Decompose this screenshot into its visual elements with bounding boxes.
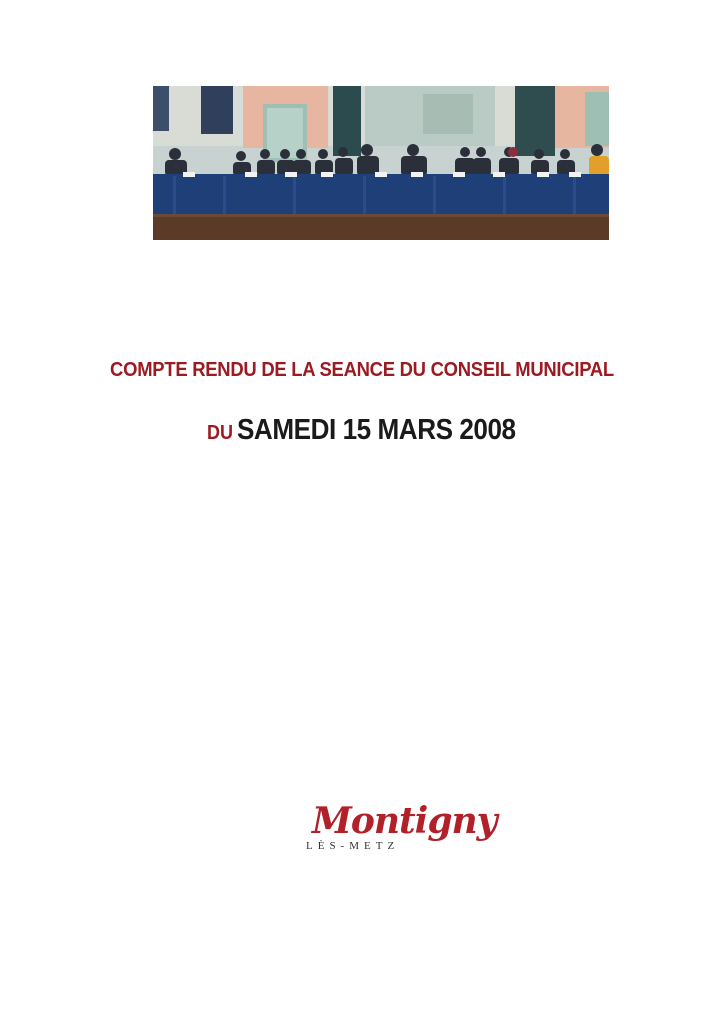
- session-date-line: [36, 414, 688, 447]
- session-date: SAMEDI 15 MARS 2008: [236, 414, 516, 446]
- document-title: COMPTE RENDU DE LA SEANCE DU CONSEIL MUNICIPAL: [110, 358, 614, 381]
- montigny-les-metz-logo: [306, 800, 497, 864]
- date-prefix: DU: [206, 422, 233, 444]
- council-meeting-photo: [153, 86, 609, 240]
- logo-sub-text: LÈS-METZ: [306, 840, 400, 852]
- logo-main-text: Montigny: [312, 800, 497, 842]
